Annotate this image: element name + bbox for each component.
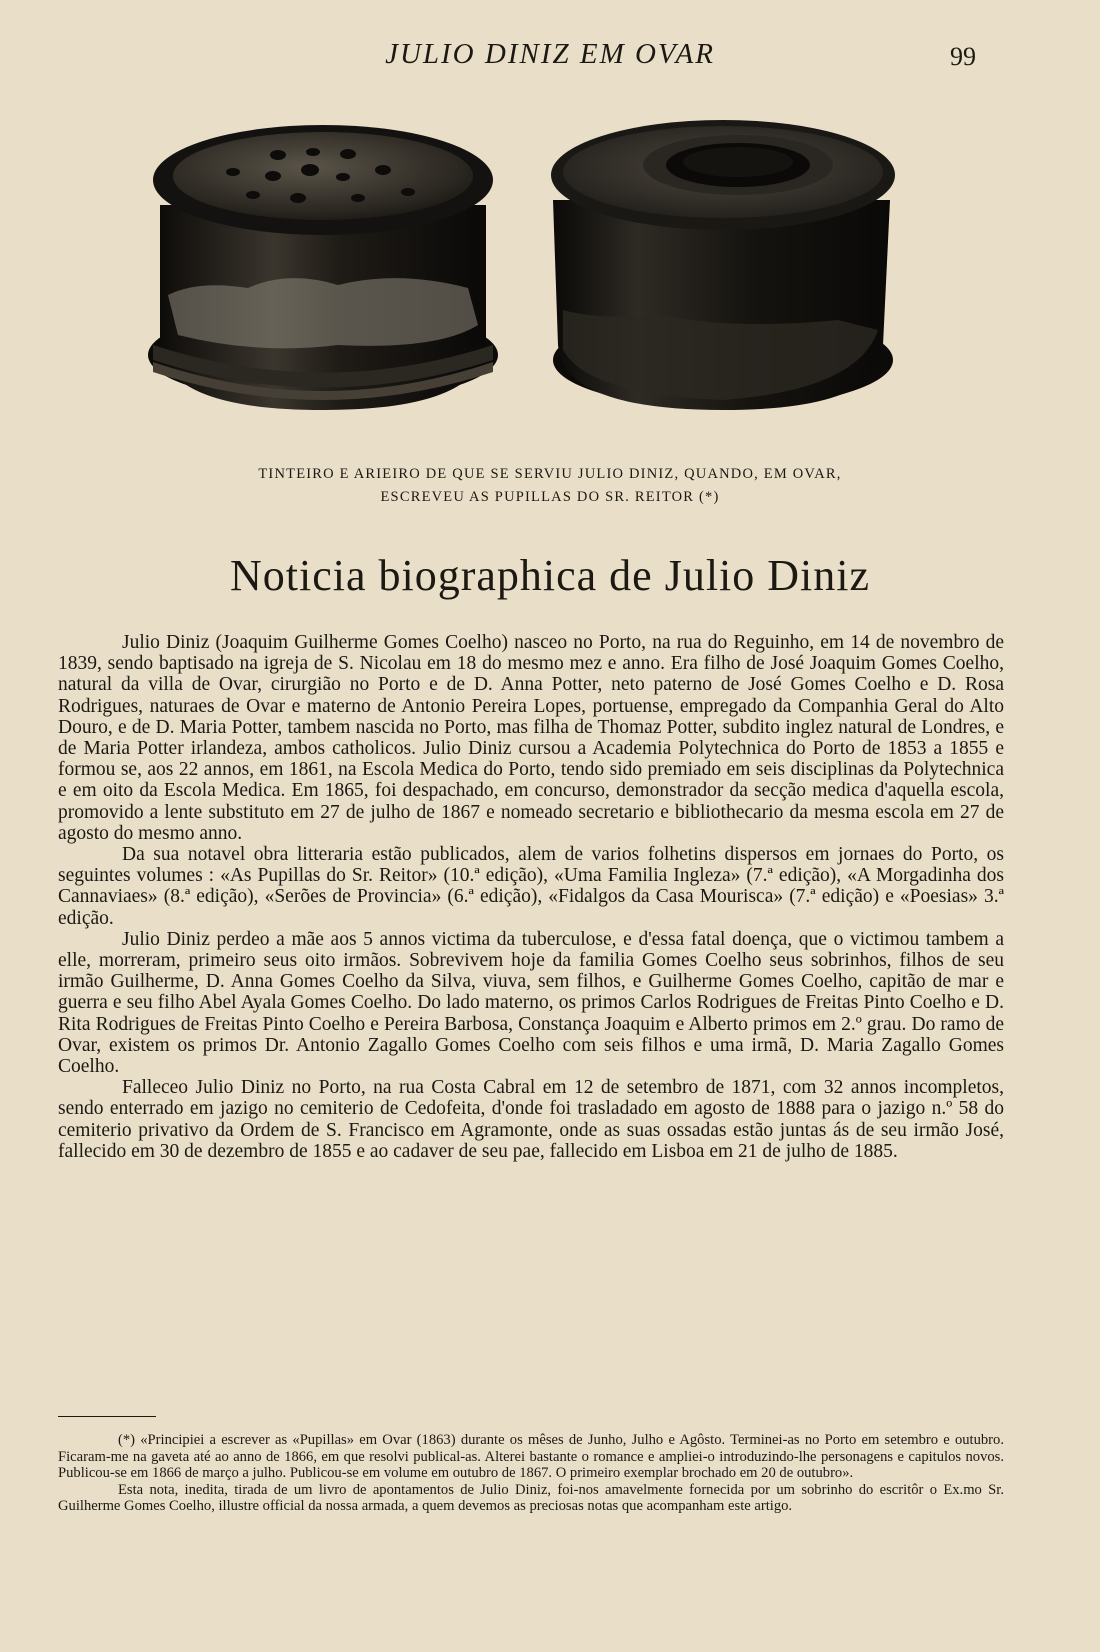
page-number: 99 [950,42,976,71]
inkwell-and-sandbox-image [138,110,918,450]
caption-line-1: TINTEIRO E ARIEIRO DE QUE SE SERVIU JULIO DINIZ, QUANDO, EM OVAR, [258,466,842,482]
running-title: JULIO DINIZ EM OVAR [385,38,715,70]
caption-line-2: ESCREVEU AS PUPILLAS DO SR. REITOR (*) [380,489,720,505]
inkwell-photograph [138,110,918,450]
paragraph-2: Da sua notavel obra litteraria estão publicados, alem de varios folhetins dispersos em jornaes do Porto, os seguintes volumes : «As Pupillas do Sr. Reitor» (10.ª edição), «Uma Familia Ingleza» (7.ª edição), «A Morgadinha dos Cannaviaes» (8.ª edição), «Serões de Provincia» (6.ª edição), «Fidalgos da Casa Mourisca» (7.ª edição) e «Poesias» 3.ª edição. [58,844,1004,929]
running-head [0,38,1100,78]
paragraph-3: Julio Diniz perdeo a mãe aos 5 annos victima da tuberculose, e d'essa fatal doença, que o victimou tambem a elle, morreram, primeiro seus oito irmãos. Sobrevivem hoje da familia Gomes Coelho seus sobrinhos, filhos de seu irmão Guilherme, D. Anna Gomes Coelho da Silva, viuva, sem filhos, e Guilherme Gomes Coelho, capitão de mar e guerra e seu filho Abel Ayala Gomes Coelho. Do lado materno, os primos Carlos Rodrigues de Freitas Pinto Coelho e D. Rita Rodrigues de Freitas Pinto Coelho e Pereira Barbosa, Constança Joaquim e Alberto primos em 2.º grau. Do ramo de Ovar, existem os primos Dr. Antonio Zagallo Gomes Coelho com seis filhos e uma irmã, D. Maria Zagallo Gomes Coelho. [58,928,1004,1078]
sandbox-object [148,125,498,410]
paragraph-4: Falleceo Julio Diniz no Porto, na rua Costa Cabral em 12 de setembro de 1871, com 32 annos incompletos, sendo enterrado em jazigo no cemiterio de Cedofeita, d'onde foi trasladado em agosto de 1888 para o jazigo n.º 58 do cemiterio privativo da Ordem de S. Francisco em Agramonte, onde as suas ossadas estão juntas ás de seu irmão José, fallecido em 30 de dezembro de 1855 e ao cadaver de seu pae, fallecido em Lisboa em 21 de julho de 1885. [58,1077,1004,1162]
paragraph-1: Julio Diniz (Joaquim Guilherme Gomes Coelho) nasceo no Porto, na rua do Reguinho, em 14 de novembro de 1839, sendo baptisado na igreja de S. Nicolau em 18 do mesmo mez e anno. Era filho de José Joaquim Gomes Coelho, natural da villa de Ovar, cirurgião no Porto e de D. Anna Potter, neto paterno de José Gomes Coelho e D. Rosa Rodrigues, naturaes de Ovar e materno de Antonio Pereira Lopes, portuense, empregado da Companhia Geral do Alto Douro, e de D. Maria Potter, tambem nascida no Porto, mas filha de Thomaz Potter, subdito inglez natural de Londres, e de Maria Potter irlandeza, ambos catholicos. Julio Diniz cursou a Academia Polytechnica do Porto de 1853 a 1855 e formou se, aos 22 annos, em 1861, na Escola Medica do Porto, tendo sido premiado em seis disciplinas da Polytechnica e em oito da Escola Medica. Em 1865, foi despachado, em concurso, demonstrador da secção medica d'aquella escola, promovido a lente substituto em 27 de julho de 1867 e nomeado secretario e bibliothecario da mesma escola em 27 de agosto do mesmo anno. [58,632,1004,844]
footnote-1: (*) «Principiei a escrever as «Pupillas» em Ovar (1863) durante os mêses de Junho, Julho e Agôsto. Terminei-as no Porto em setembro e outubro. Ficaram-me na gaveta até ao anno de 1866, em que resolvi publical-as. Alterei bastante o romance e ampliei-o introduzindo-lhe personagens e capitulos novos. Publicou-se em 1866 de março a julho. Publicou-se em volume em outubro de 1867. O primeiro exemplar brochado em 20 de outubro». [58,1432,1004,1482]
footnotes [58,1432,1004,1515]
inkwell-object [551,120,895,410]
article-body [58,632,1004,1162]
footnote-2: Esta nota, inedita, tirada de um livro de apontamentos de Julio Diniz, foi-nos amavelmente fornecida por um sobrinho do escritôr o Ex.mo Sr. Guilherme Gomes Coelho, illustre official da nossa armada, a quem devemos as preciosas notas que acompanham este artigo. [58,1481,1004,1515]
article-title: Noticia biographica de Julio Diniz [229,551,871,600]
figure-caption [120,463,980,509]
footnote-rule [58,1416,156,1417]
